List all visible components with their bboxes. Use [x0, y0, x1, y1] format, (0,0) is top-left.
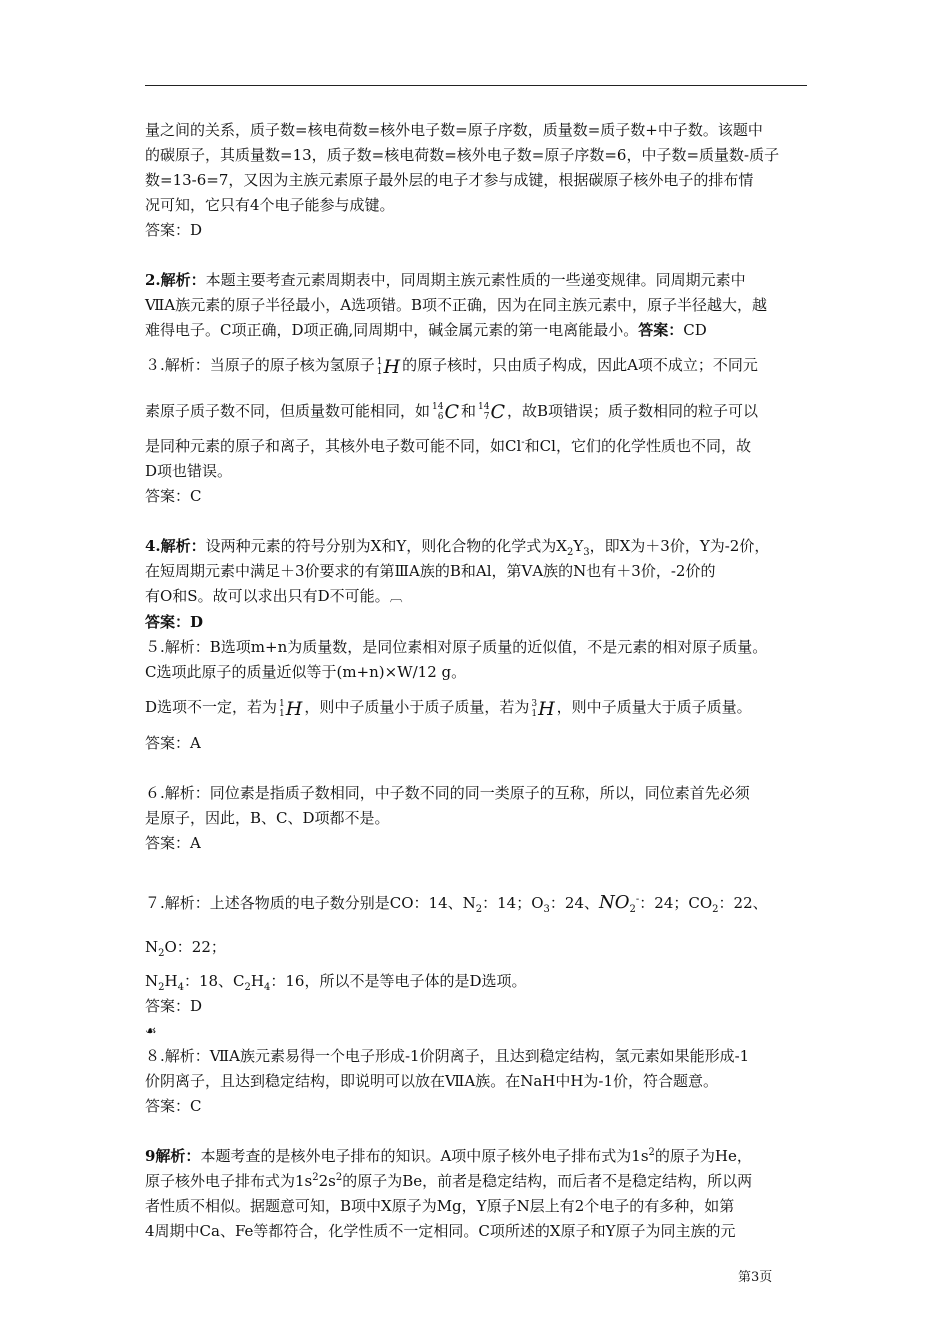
answer-line: 答案：D	[145, 996, 203, 1015]
q2-line: 2.解析：本题主要考查元素周期表中，同周期主族元素性质的一些递变规律。同周期元素中	[145, 271, 746, 289]
text-line: 量之间的关系，质子数=核电荷数=核外电子数=原子序数，质量数=质子数+中子数。该题中	[145, 121, 763, 139]
text-line: 的碳原子，其质量数=13，质子数=核电荷数=核外电子数=原子序数=6，中子数=质量数-质子	[145, 146, 780, 164]
q5-line: ５.解析：B选项m+n为质量数，是同位素相对原子质量的近似值，不是元素的相对原子质量。	[145, 638, 768, 656]
nuclide-h1: 1 1H	[376, 355, 401, 378]
q9-line: 原子核外电子排布式为$1s^22s^2$的原子为Be，前者是稳定结构，而后者不是稳定结构，所以两	[145, 1171, 753, 1190]
q6-line: ６.解析：同位素是指质子数相同，中子数不同的同一类原子的互称，所以，同位素首先必须	[145, 783, 750, 802]
answer-line: 答案：C	[145, 1096, 202, 1115]
edit-mark-icon: ☙	[145, 1023, 157, 1039]
q3-line: D项也错误。	[145, 462, 233, 480]
q4-line: 有O和S。故可以求出只有D不可能。︹	[145, 587, 403, 605]
q7-line: ７.解析：上述各物质的电子数分别是CO：14、$N_2$：14；$O_3$：24、$NO_2^-$：24；$CO_2$：22、$N_2O$：22；	[145, 891, 768, 959]
q4-line: 4.解析：设两种元素的符号分别为X和Y，则化合物的化学式为$X_2Y_3$，即X为＋3价，Y为-2价，	[145, 537, 770, 558]
q5-line: D选项不一定，若为 1 1H ，则中子质量小于质子质量，若为 3 1H ，则中子质量大于质子质量。	[145, 685, 809, 731]
answer-line: 答案：A	[145, 733, 201, 752]
nuclide-c14: 14 6C	[432, 401, 460, 423]
q2-answer-label: 答案：	[638, 321, 684, 339]
q7-line: $N_2H_4$：18、$C_2H_4$：16，所以不是等电子体的是D选项。	[145, 971, 527, 993]
nitrite-formula: NO	[599, 891, 630, 913]
q9-line: 者性质不相似。据题意可知，B项中X原子为Mg，Y原子N层上有2个电子的有多种，如第	[145, 1196, 735, 1215]
q4-line: 在短周期元素中满足＋3价要求的有第ⅢA族的B和Al，第ⅤA族的N也有＋3价，-2价的	[145, 562, 716, 580]
header-rule	[145, 85, 807, 86]
text-line: 数=13-6=7，又因为主族元素原子最外层的电子才参与成键，根据碳原子核外电子的排布情	[145, 171, 754, 189]
q8-line: 价阴离子，且达到稳定结构，即说明可以放在ⅦA族。在NaH中H为-1价，符合题意。	[145, 1071, 719, 1090]
q9-lead: 9解析：	[145, 1146, 201, 1165]
q5-line: C选项此原子的质量近似等于(m+n)×W/12 g。	[145, 663, 467, 681]
q3-line: ３.解析：当原子的原子核为氢原子 1 1H 的原子核时，只由质子构成，因此A项不成立；不同元	[145, 343, 809, 389]
nuclide-n14: 14 7C	[478, 401, 506, 423]
q6-line: 是原子，因此，B、C、D项都不是。	[145, 808, 390, 827]
answer-line: 答案：A	[145, 833, 201, 852]
q2-answer: CD	[683, 321, 707, 339]
answer-line: 答案：C	[145, 487, 202, 505]
q8-line: ８.解析：ⅦA族元素易得一个电子形成-1价阴离子，且达到稳定结构，氢元素如果能形成-1	[145, 1046, 750, 1065]
nuclide-h1: 1 1H	[279, 697, 303, 720]
q3-line: 素原子质子数不同，但质量数可能相同，如 14 6C 和 14 7C ，故B项错误；质子数相同的粒子可以	[145, 389, 809, 435]
answer-line: 答案：D	[145, 221, 203, 239]
text-line: 况可知，它只有4个电子能参与成键。	[145, 196, 395, 214]
page-number: 第3页	[738, 1270, 773, 1285]
q2-lead: 2.解析：	[145, 271, 206, 289]
q9-line: 4周期中Ca、Fe等都符合，化学性质不一定相同。C项所述的X原子和Y原子为同主族的元	[145, 1221, 736, 1240]
q3-line: 是同种元素的原子和离子，其核外电子数可能不同，如Cl-和Cl，它们的化学性质也不同，故	[145, 437, 751, 455]
edit-mark-icon: ︹	[389, 590, 403, 605]
q9-line: 9解析：本题考查的是核外电子排布的知识。A项中原子核外电子排布式为$1s^2$的原子为He，	[145, 1146, 752, 1165]
document-body	[145, 118, 809, 1244]
q4-lead: 4.解析：	[145, 537, 206, 555]
answer-line: 答案：D	[145, 613, 204, 631]
q2-line: ⅦA族元素的原子半径最小，A选项错。B项不正确，因为在同主族元素中，原子半径越大，越	[145, 296, 768, 314]
nuclide-h3: 3 1H	[531, 697, 555, 720]
q2-line: 难得电子。C项正确，D项正确,同周期中，碱金属元素的第一电离能最小。答案：CD	[145, 321, 707, 339]
